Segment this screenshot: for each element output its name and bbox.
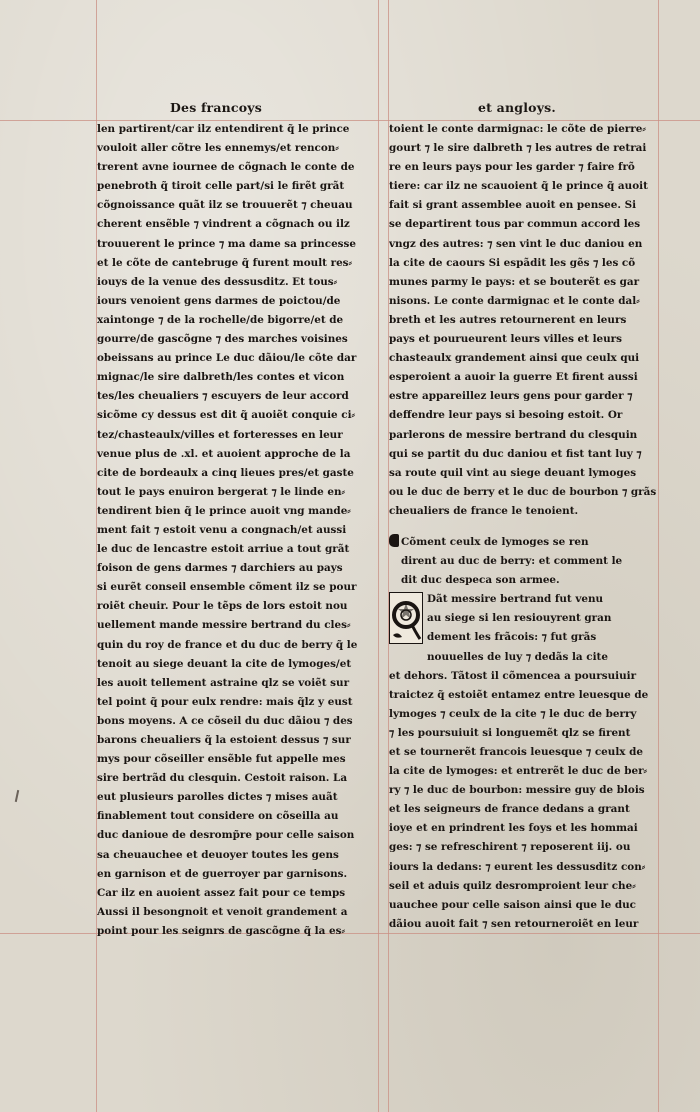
text-line: ioye et en prindrent les foys et les hommai xyxy=(389,822,638,835)
text-line: traictez q̃ estoiẽt entamez entre leuesque de xyxy=(389,688,649,701)
text-line: sa cheuauchee et deuoyer toutes les gens xyxy=(97,848,339,861)
text-line: et les seigneurs de france dedans a grant xyxy=(389,803,630,816)
running-head-left: Des francoys xyxy=(170,100,262,115)
margin-mark xyxy=(15,790,19,802)
right-text-column xyxy=(389,120,671,934)
chapter-opening xyxy=(389,590,671,666)
decorated-initial-icon xyxy=(389,592,423,644)
text-line: sire bertrãd du clesquin. Cestoit raison. La xyxy=(97,772,348,785)
text-line: venue plus de .xl. et auoient approche de la xyxy=(97,447,351,460)
text-line: cõgnoissance quãt ilz se trouuerẽt ⁊ cheuau xyxy=(97,199,353,212)
left-text-column xyxy=(97,120,379,941)
text-line: barons cheualiers q̃ la estoient dessus ⁊ sur xyxy=(97,734,351,746)
text-line: vouloit aller cõtre les ennemys/et rencon⸗ xyxy=(97,142,339,155)
chapter-title-line xyxy=(389,552,671,571)
text-line: esperoient a auoir la guerre Et firent aussi xyxy=(389,371,638,384)
text-line: gourre/de gascõgne ⁊ des marches voisines xyxy=(97,333,348,346)
text-line: tendirent bien q̃ le prince auoit vng mande⸗ xyxy=(97,504,351,517)
text-line: ment fait ⁊ estoit venu a congnach/et aussi xyxy=(97,523,347,536)
text-line: se departirent tous par commun accord les xyxy=(389,218,641,231)
text-line: uellement mande messire bertrand du cles⸗ xyxy=(97,619,351,632)
text-line: sa route quil vint au siege deuant lymoges xyxy=(389,466,637,479)
text-line: qui se partit du duc daniou et fist tant luy ⁊ xyxy=(389,447,642,460)
text-line: toient le conte darmignac: le cõte de pierre⸗ xyxy=(389,123,646,135)
text-line: tiere: car ilz ne scauoient q̃ le prince q̃ auoit xyxy=(389,180,648,193)
chapter-title-line xyxy=(389,571,671,590)
text-line: ry ⁊ le duc de bourbon: messire guy de blois xyxy=(389,784,645,797)
text-line: sicõme cy dessus est dit q̃ auoiẽt conquie ci⸗ xyxy=(97,409,355,422)
text-line: ou le duc de berry et le duc de bourbon ⁊ grãs xyxy=(389,485,657,498)
text-line: penebroth q̃ tiroit celle part/si le firẽt grãt xyxy=(97,180,345,193)
text-line: dement les frãcois: ⁊ fut grãs xyxy=(427,631,597,644)
text-line: trouuerent le prince ⁊ ma dame sa princesse xyxy=(97,237,356,250)
text-line: munes parmy le pays: et se bouterẽt es gar xyxy=(389,275,640,288)
text-line: iouys de la venue des dessusditz. Et tous⸗ xyxy=(97,275,338,288)
text-line: si eurẽt conseil ensemble cõment ilz se pour xyxy=(97,581,357,594)
chapter-title-text: dit duc despeca son armee. xyxy=(401,574,560,587)
text-line: Car ilz en auoient assez fait pour ce temps xyxy=(97,886,346,899)
text-line: cheualiers de france le tenoient. xyxy=(389,504,579,517)
text-line: au siege si len resiouyrent gran xyxy=(427,612,612,625)
right-column-body-text xyxy=(389,667,671,934)
chapter-heading xyxy=(389,533,671,590)
text-line: breth et les autres retournerent en leurs xyxy=(389,313,627,326)
text-line: deffendre leur pays si besoing estoit. Or xyxy=(389,409,623,422)
paragraph-mark-icon xyxy=(389,534,399,547)
text-line: duc danioue de desromp̃re pour celle saison xyxy=(97,829,355,842)
text-line: bons moyens. A ce cõseil du duc dãiou ⁊ des xyxy=(97,714,353,727)
text-line: ges: ⁊ se refreschirent ⁊ reposerent iij. ou xyxy=(389,841,631,854)
text-line: pays et pourueurent leurs villes et leurs xyxy=(389,333,623,346)
text-line: tel point q̃ pour eulx rendre: mais q̃lz y eust xyxy=(97,695,353,708)
text-line: mignac/le sire dalbreth/les contes et vicon xyxy=(97,371,345,384)
text-line: uauchee pour celle saison ainsi que le duc xyxy=(389,898,636,911)
text-line: le duc de lencastre estoit arriue a tout grãt xyxy=(97,543,350,556)
text-line: tenoit au siege deuant la cite de lymoges/et xyxy=(97,657,352,670)
text-line: en garnison et de guerroyer par garnisons. xyxy=(97,867,348,880)
chapter-title-line xyxy=(389,533,671,552)
text-line: estre appareillez leurs gens pour garder ⁊ xyxy=(389,390,633,403)
text-line: roiẽt cheuir. Pour le tẽps de lors estoit nou xyxy=(97,600,348,613)
text-line: nisons. Le conte darmignac et le conte dal⸗ xyxy=(389,294,640,307)
text-line: et le cõte de cantebruge q̃ furent moult res⸗ xyxy=(97,256,352,269)
text-line: tez/chasteaulx/villes et forteresses en leur xyxy=(97,428,343,441)
text-line: chasteaulx grandement ainsi que ceulx qui xyxy=(389,352,640,365)
text-line: ⁊ les poursuiuit si longuemẽt qlz se firent xyxy=(389,726,631,739)
text-line: Dãt messire bertrand fut venu xyxy=(427,593,604,606)
text-line: obeissans au prince Le duc dãiou/le cõte dar xyxy=(97,352,357,365)
text-line: lymoges ⁊ ceulx de la cite ⁊ le duc de berry xyxy=(389,707,637,720)
running-head-right: et angloys. xyxy=(478,100,556,115)
text-line: les auoit tellement astraine qlz se voiẽt sur xyxy=(97,676,350,689)
text-line: foison de gens darmes ⁊ darchiers au pays xyxy=(97,562,343,575)
text-line: quin du roy de france et du duc de berry q̃ le xyxy=(97,638,358,651)
chapter-title-text: dirent au duc de berry: et comment le xyxy=(401,555,623,568)
text-line: iours venoient gens darmes de poictou/de xyxy=(97,294,341,307)
text-line: seil et aduis quilz desromproient leur che⸗ xyxy=(389,879,636,892)
text-line: et dehors. Tãtost il cõmencea a poursuiuir xyxy=(389,669,637,682)
text-line: cite de bordeaulx a cinq lieues pres/et gaste xyxy=(97,466,354,479)
text-line: eut plusieurs parolles dictes ⁊ mises auãt xyxy=(97,791,338,804)
text-line: re en leurs pays pour les garder ⁊ faire frõ xyxy=(389,161,635,174)
text-line: cherent ensẽble ⁊ vindrent a cõgnach ou ilz xyxy=(97,218,350,231)
right-column-top-text xyxy=(389,120,671,521)
text-line: la cite de caours Si espãdit les gẽs ⁊ les cõ xyxy=(389,256,636,269)
text-line: et se tournerẽt francois leuesque ⁊ ceulx de xyxy=(389,746,643,758)
text-line: iours la dedans: ⁊ eurent les dessusditz con⸗ xyxy=(389,860,646,873)
text-line: mys pour cõseiller ensẽble fut appelle mes xyxy=(97,753,346,766)
text-line: gourt ⁊ le sire dalbreth ⁊ les autres de retrai xyxy=(389,142,647,155)
text-line: fait si grant assemblee auoit en pensee. Si xyxy=(389,199,637,212)
text-line: vngz des autres: ⁊ sen vint le duc daniou en xyxy=(389,237,643,250)
text-line: parlerons de messire bertrand du clesquin xyxy=(389,428,638,441)
text-line: la cite de lymoges: et entrerẽt le duc de ber⸗ xyxy=(389,765,648,778)
text-line: dãiou auoit fait ⁊ sen retourneroiẽt en leur xyxy=(389,917,639,930)
text-line: trerent avne iournee de cõgnach le conte de xyxy=(97,161,355,174)
text-line: nouuelles de luy ⁊ dedãs la cite xyxy=(427,650,608,663)
text-line: tout le pays enuiron bergerat ⁊ le linde en⸗ xyxy=(97,485,346,498)
chapter-title-text: Cõment ceulx de lymoges se ren xyxy=(401,535,589,548)
text-line: point pour les seignrs de gascõgne q̃ la es⸗ xyxy=(97,924,345,937)
text-line: len partirent/car ilz entendirent q̃ le prince xyxy=(97,123,350,135)
text-line: xaintonge ⁊ de la rochelle/de bigorre/et de xyxy=(97,313,344,326)
text-line: tes/les cheualiers ⁊ escuyers de leur accord xyxy=(97,390,349,403)
text-line: finablement tout considere on cõseilla au xyxy=(97,810,339,823)
text-line: Aussi il besongnoit et venoit grandement a xyxy=(97,905,348,918)
